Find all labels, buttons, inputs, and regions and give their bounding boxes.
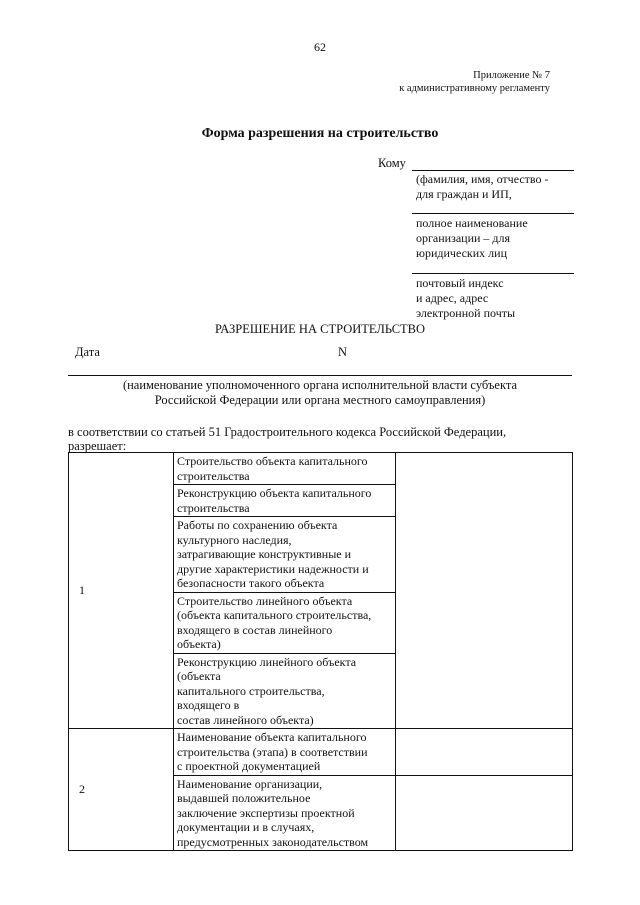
option-linear-reconstruction: Реконструкцию линейного объекта (объекта капитального строительства, входящего в состав линейного объекта) — [177, 654, 357, 727]
recipient-field-organization: полное наименование организации – для юридических лиц — [416, 216, 528, 260]
table-row — [69, 453, 573, 729]
recipient-line-3[interactable] — [412, 273, 574, 274]
option-heritage-works: Работы по сохранению объекта культурного наследия, затрагивающие конструктивные и другие характеристики надежности и безопасности такого объекта — [174, 517, 395, 593]
permit-heading: РАЗРЕШЕНИЕ НА СТРОИТЕЛЬСТВО — [214, 322, 426, 336]
permit-table — [68, 452, 573, 851]
number-label: N — [338, 345, 348, 359]
document-title: Форма разрешения на строительство — [201, 126, 439, 141]
recipient-line-2[interactable] — [412, 213, 574, 214]
recipient-line-1[interactable] — [412, 170, 574, 171]
construction-type-options — [174, 453, 396, 729]
object-name-label: Наименование объекта капитального строительства (этапа) в соответствии с проектной документацией — [174, 729, 396, 776]
basis-text: в соответствии со статьей 51 Градостроительного кодекса Российской Федерации, разрешает: — [68, 425, 507, 453]
recipient-field-address: почтовый индекс и адрес, адрес электронной почты — [416, 276, 516, 320]
authority-caption: (наименование уполномоченного органа исполнительной власти субъекта Российской Федерации или органа местного самоуправления) — [122, 378, 518, 407]
option-linear-construction: Строительство линейного объекта (объекта капитального строительства, входящего в состав линейного объекта) — [174, 593, 395, 654]
option-reconstruction: Реконструкцию объекта капитального строительства — [174, 485, 395, 517]
row-number: 2 — [69, 729, 174, 851]
appendix-note — [350, 69, 550, 95]
table-row — [69, 729, 573, 776]
option-capital-construction: Строительство объекта капитального строительства — [174, 453, 395, 485]
row-number: 1 — [69, 453, 174, 729]
date-label: Дата — [75, 345, 100, 359]
recipient-field-name: (фамилия, имя, отчество - для граждан и ИП, — [416, 172, 549, 201]
object-name-value[interactable] — [396, 729, 573, 776]
appendix-line-2: к административному регламенту — [399, 83, 550, 94]
recipient-label: Кому — [378, 156, 406, 170]
appendix-line-1: Приложение № 7 — [473, 70, 550, 81]
authority-line[interactable] — [68, 375, 572, 376]
expertise-org-value[interactable] — [396, 775, 573, 851]
expertise-org-label: Наименование организации, выдавшей положительное заключение экспертизы проектной документации и в случаях, предусмотренных законодательством — [174, 775, 396, 851]
value-cell[interactable] — [396, 453, 573, 729]
page-number: 62 — [314, 40, 326, 54]
